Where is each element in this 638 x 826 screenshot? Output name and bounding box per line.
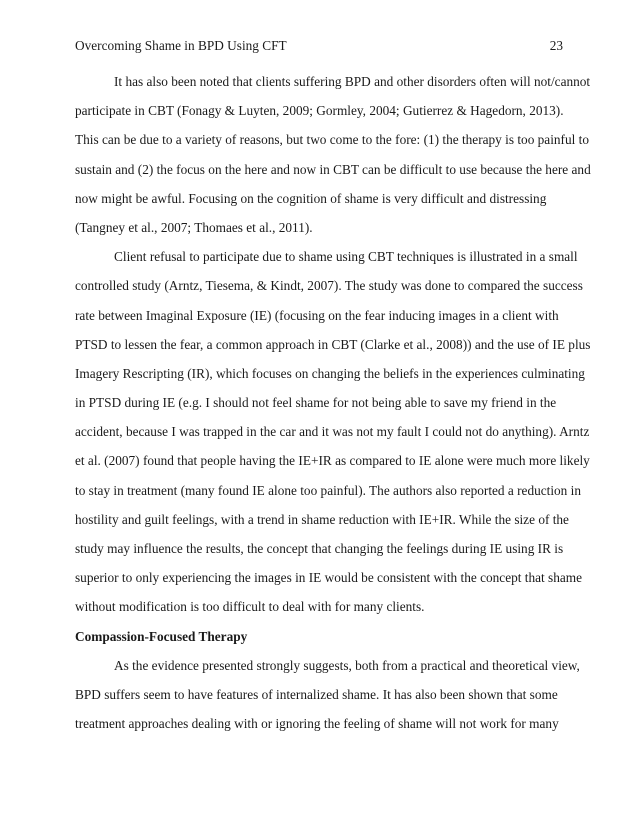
paragraph-line: treatment approaches dealing with or ignoring the feeling of shame will not work for many: [75, 716, 559, 732]
paragraph-line: Imagery Rescripting (IR), which focuses on changing the beliefs in the experiences culminating: [75, 365, 585, 381]
paragraph-line: As the evidence presented strongly suggests, both from a practical and theoretical view,: [114, 657, 580, 673]
running-title: Overcoming Shame in BPD Using CFT: [75, 38, 287, 53]
paragraph-line: et al. (2007) found that people having the IE+IR as compared to IE alone were much more likely: [75, 453, 590, 469]
paragraph-line: controlled study (Arntz, Tiesema, & Kindt, 2007). The study was done to compared the success: [75, 278, 583, 294]
paragraph-line: now might be awful. Focusing on the cognition of shame is very difficult and distressing: [75, 190, 547, 206]
paragraph-line: without modification is too difficult to deal with for many clients.: [75, 599, 425, 615]
paragraph-line: to stay in treatment (many found IE alone too painful). The authors also reported a reduction in: [75, 482, 581, 498]
paragraph-line: accident, because I was trapped in the car and it was not my fault I could not do anything). Arntz: [75, 424, 590, 440]
paragraph-line: This can be due to a variety of reasons, but two come to the fore: (1) the therapy is too painful to: [75, 132, 589, 148]
body-text: [75, 67, 591, 738]
paragraph-line: PTSD to lessen the fear, a common approach in CBT (Clarke et al., 2008)) and the use of IE plus: [75, 336, 591, 352]
paragraph-line: hostility and guilt feelings, with a trend in shame reduction with IE+IR. While the size of the: [75, 511, 569, 527]
section-heading: Compassion-Focused Therapy: [75, 628, 248, 644]
paragraph-line: participate in CBT (Fonagy & Luyten, 2009; Gormley, 2004; Gutierrez & Hagedorn, 2013).: [75, 103, 564, 119]
paragraph-line: rate between Imaginal Exposure (IE) (focusing on the fear inducing images in a client with: [75, 307, 559, 323]
paragraph-line: It has also been noted that clients suffering BPD and other disorders often will not/cannot: [114, 74, 591, 89]
paragraph-line: superior to only experiencing the images in IE would be consistent with the concept that shame: [75, 570, 582, 586]
paragraph-line: (Tangney et al., 2007; Thomaes et al., 2011).: [75, 219, 313, 235]
running-header: [75, 36, 563, 56]
paragraph-line: study may influence the results, the concept that changing the feelings during IE using IR is: [75, 541, 564, 556]
paragraph-line: in PTSD during IE (e.g. I should not feel shame for not being able to save my friend in the: [75, 395, 557, 411]
paragraph-line: sustain and (2) the focus on the here and now in CBT can be difficult to use because the here and: [75, 161, 591, 177]
paragraph-line: Client refusal to participate due to shame using CBT techniques is illustrated in a small: [114, 249, 578, 265]
page-number: 23: [549, 38, 563, 53]
paragraph-line: BPD suffers seem to have features of internalized shame. It has also been shown that some: [75, 686, 558, 702]
